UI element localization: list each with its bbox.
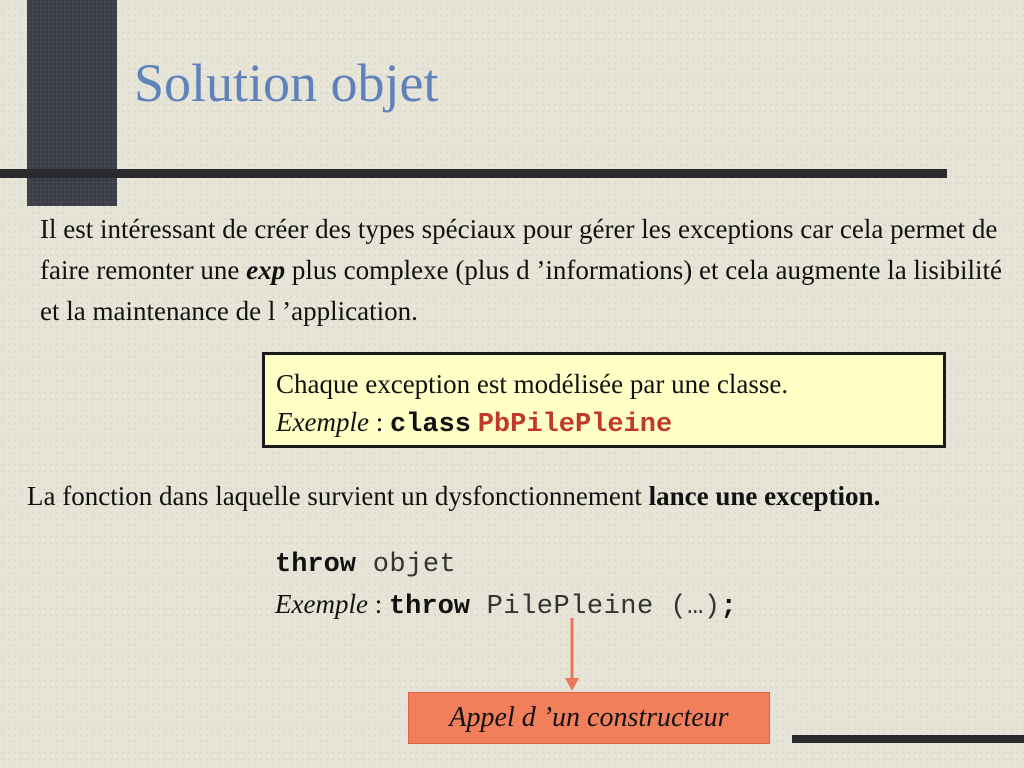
title-divider (0, 169, 947, 178)
code-line-throw (275, 542, 456, 585)
intro-text-end: plus complexe (plus d ’informations) et cela augmente la lisibilité et la maintenance de l ’application. (40, 255, 1002, 326)
example-colon: : (368, 407, 390, 437)
code-throw-keyword: throw (388, 592, 470, 622)
throw-emphasis: lance une exception. (648, 481, 881, 511)
throw-text: La fonction dans laquelle survient un dysfonctionnement (27, 481, 649, 511)
class-definition-box (262, 352, 946, 448)
code-example-label: Exemple (275, 589, 368, 619)
class-keyword: class (389, 410, 471, 440)
intro-emphasis: exp (246, 255, 286, 285)
down-arrow-icon (560, 618, 584, 692)
footer-divider (792, 735, 1024, 743)
class-definition-line: Chaque exception est modélisée par une classe. (276, 369, 789, 399)
constructor-callout: Appel d ’un constructeur (408, 692, 770, 744)
class-example-line (276, 403, 931, 444)
intro-text-start: Il est intéressant de créer des types spéciaux pour gérer les exceptions car cela permet de faire remonter une (40, 214, 998, 285)
code-example-colon: : (367, 589, 389, 619)
slide-title: Solution objet (134, 53, 439, 113)
throw-paragraph (27, 476, 987, 517)
class-name: PbPilePleine (477, 410, 673, 440)
intro-paragraph (40, 209, 1015, 332)
code-constructor-call: PilePleine (…) (469, 592, 721, 622)
throw-object: objet (356, 550, 457, 580)
code-semicolon: ; (720, 592, 737, 622)
throw-keyword: throw (275, 550, 357, 580)
code-line-example (275, 584, 737, 627)
example-label: Exemple (276, 407, 369, 437)
